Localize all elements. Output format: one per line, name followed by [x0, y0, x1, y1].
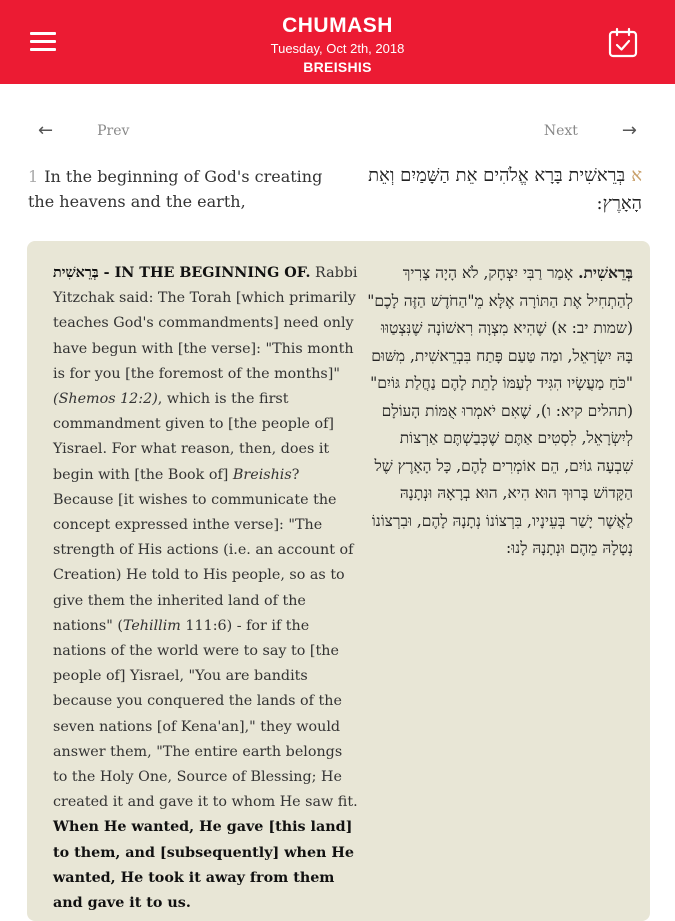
- prev-label: Prev: [97, 122, 130, 139]
- date-label: Tuesday, Oct 2th, 2018: [270, 41, 405, 56]
- verse-english-text: In the beginning of God's creating the heavens and the earth,: [28, 167, 323, 211]
- rashi-english: [53, 261, 358, 916]
- rashi-english-part3: ? Because [it wishes to communicate the concept expressed inthe verse]: "The strength of His actions (i.e. an account of Creation) He told to His people, so as to give them the inherited land of the nations" (: [53, 466, 354, 634]
- verse-number: 1: [28, 167, 39, 186]
- rashi-english-heading: - IN THE BEGINNING OF.: [98, 265, 311, 281]
- rashi-ref-breishis: Breishis: [232, 466, 292, 483]
- next-button[interactable]: [544, 120, 637, 141]
- verse-hebrew-number: א: [631, 165, 642, 186]
- rashi-english-part2: , which is the first commandment given to [the people of] Yisrael. For what reason, then, does it begin with [the Book of]: [53, 391, 335, 483]
- verse-hebrew: [360, 162, 642, 218]
- next-label: Next: [543, 122, 578, 139]
- rashi-ref-tehillim: Tehillim: [122, 617, 181, 634]
- rashi-english-part1: Rabbi Yitzchak said: The Torah [which primarily teaches God's commandments] need only have begun with [the verse]: "This month is for you [the foremost of the months]": [53, 265, 358, 382]
- arrow-left-icon: ←: [38, 120, 54, 141]
- top-app-bar: [0, 0, 675, 84]
- rashi-hebrew: [365, 259, 633, 563]
- rashi-english-bold: When He wanted, He gave [this land] to them, and [subsequently] when He wanted, He took it away from them and gave it to us.: [53, 819, 355, 912]
- parsha-label: BREISHIS: [303, 59, 372, 75]
- rashi-english-heading-hebrew: בְּרֵאשִׁית: [53, 265, 99, 281]
- app-title: CHUMASH: [282, 14, 393, 37]
- rashi-english-part4: 111:6) - for if the nations of the world were to say to [the people of] Yisrael, "You are bandits because you conquered the lands of the seven nations [of Kena'an]," they would answer them, "The entire earth belongs to the Holy One, Source of Blessing; He created it and gave it to whom He saw fit.: [53, 617, 358, 811]
- verse-navigation: [0, 112, 675, 148]
- rashi-hebrew-heading: בְּרֵאשִׁית.: [578, 263, 633, 282]
- rashi-ref-shemos: (Shemos 12:2): [53, 391, 158, 408]
- calendar-check-icon[interactable]: [607, 27, 639, 59]
- arrow-right-icon: →: [621, 120, 637, 141]
- verse-english: [28, 164, 348, 214]
- rashi-hebrew-text: אָמַר רַבִּי יִצְחָק, לֹא הָיָה צָרִיךְ לְהַתְחִיל אֶת הַתּוֹרָה אֶלָּא מֵ"הַחֹדֶשׁ הַזֶּה לָכֶם" (שמות יב: א) שֶׁהִיא מִצְוָה רִאשׁוֹנָה שֶׁנִּצְטַוּוּ בָּהּ יִשְׂרָאֵל, ומַה טַּעַם פָּתַח בִּבְרֵאשִׁית, מִשּׁוּם "כֹּחַ מַעֲשָׂיו הִגִּיד לְעַמּוֹ לָתֵת לָהֶם נַחֲלַת גּוֹיִם" (תהלים קיא: ו), שֶׁאִם יֹאמְרוּ אֻמּוֹת הָעוֹלָם לְיִשְׂרָאֵל, לִסְטִים אַתֶּם שֶׁכְּבַשְׁתֶּם אַרְצוֹת שִׁבְעָה גוֹיִם, הֵם אוֹמְרִים לָהֶם, כָּל הָאָרֶץ שֶׁל הַקָּדוֹשׁ בָּרוּךְ הוּא הִיא, הוּא בְרָאָהּ וּנְתָנָהּ לַאֲשֶׁר יָשַׁר בְּעֵינָיו, בִּרְצוֹנוֹ נְתָנָהּ לָהֶם, וּבִרְצוֹנוֹ נְטָלָהּ מֵהֶם וּנְתָנָהּ לָנוּ:: [367, 264, 633, 557]
- rashi-commentary-panel: [27, 241, 650, 921]
- verse-hebrew-text: בְּרֵאשִׁית בָּרָא אֱלֹהִים אֵת הַשָּׁמַיִם וְאֵת הָאָרֶץ:: [368, 165, 642, 214]
- prev-button[interactable]: [38, 120, 129, 141]
- header-title-block: [0, 14, 675, 75]
